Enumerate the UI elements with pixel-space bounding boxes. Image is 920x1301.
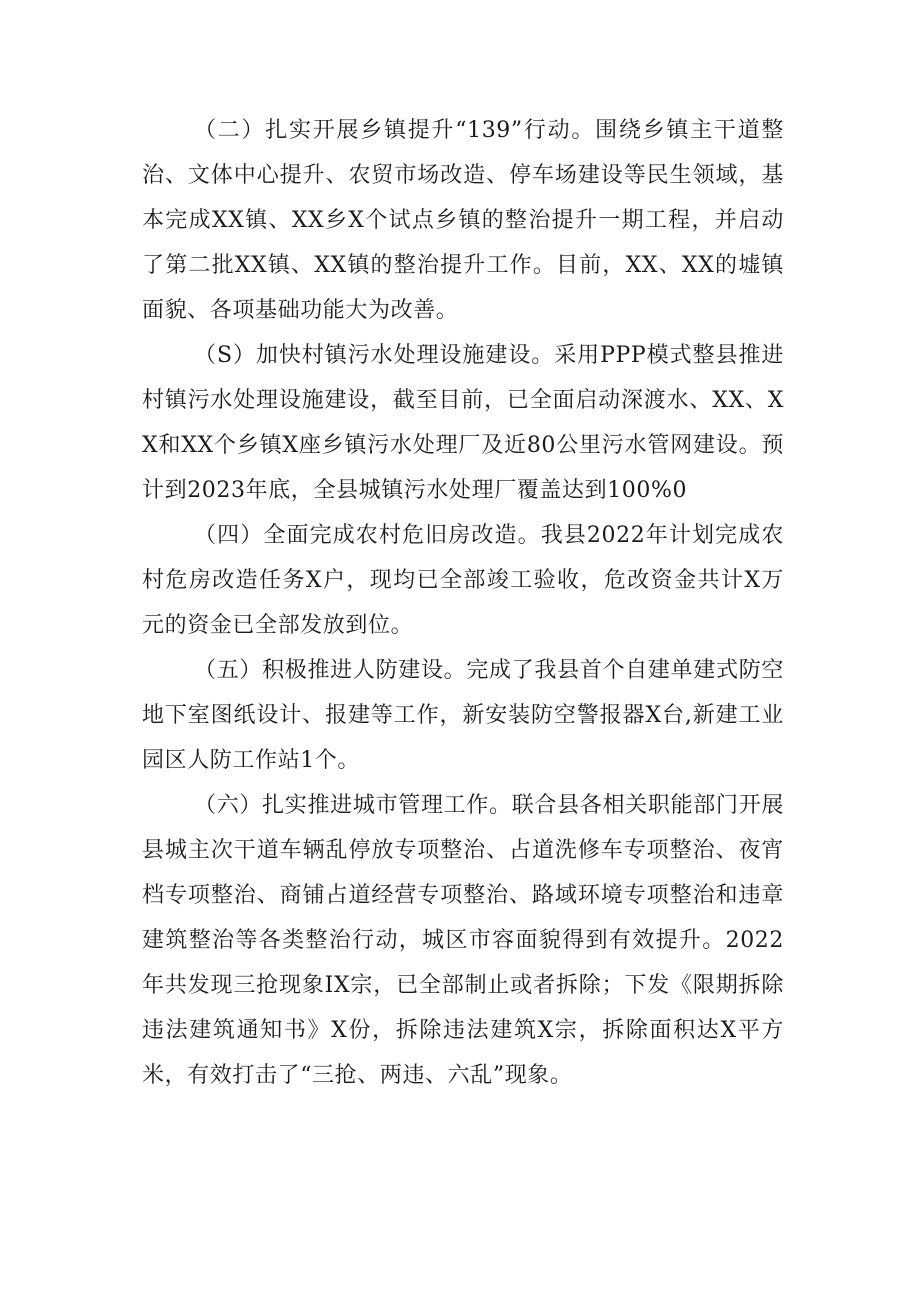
paragraph-sewage-facilities: （S）加快村镇污水处理设施建设。采用PPP模式整县推进村镇污水处理设施建设，截至目前，已全面启动深渡水、XX、XX和XX个乡镇X座乡镇污水处理厂及近80公里污水管网建设。预计到2023年底，全县城镇污水处理厂覆盖达到100%0 <box>142 343 784 503</box>
paragraph-civil-defense: （五）积极推进人防建设。完成了我县首个自建单建式防空地下室图纸设计、报建等工作，新安装防空警报器X台,新建工业园区人防工作站1个。 <box>142 658 784 773</box>
paragraph-city-management: （六）扎实推进城市管理工作。联合县各相关职能部门开展县城主次干道车辆乱停放专项整治、占道洗修车专项整治、夜宵档专项整治、商铺占道经营专项整治、路域环境专项整治和违章建筑整治等各类整治行动，城区市容面貌得到有效提升。2022年共发现三抢现象IX宗，已全部制止或者拆除；下发《限期拆除违法建筑通知书》X份，拆除违法建筑X宗，拆除面积达X平方米，有效打击了“三抢、两违、六乱”现象。 <box>142 793 784 1088</box>
document-body <box>142 108 784 1098</box>
paragraph-township-upgrade: （二）扎实开展乡镇提升“139”行动。围绕乡镇主干道整治、文体中心提升、农贸市场改造、停车场建设等民生领域，基本完成XX镇、XX乡X个试点乡镇的整治提升一期工程，并启动了第二批XX镇、XX镇的整治提升工作。目前，XX、XX的墟镇面貌、各项基础功能大为改善。 <box>142 118 784 323</box>
paragraph-housing-renovation: （四）全面完成农村危旧房改造。我县2022年计划完成农村危房改造任务X户，现均已全部竣工验收，危改资金共计X万元的资金已全部发放到位。 <box>142 523 784 638</box>
